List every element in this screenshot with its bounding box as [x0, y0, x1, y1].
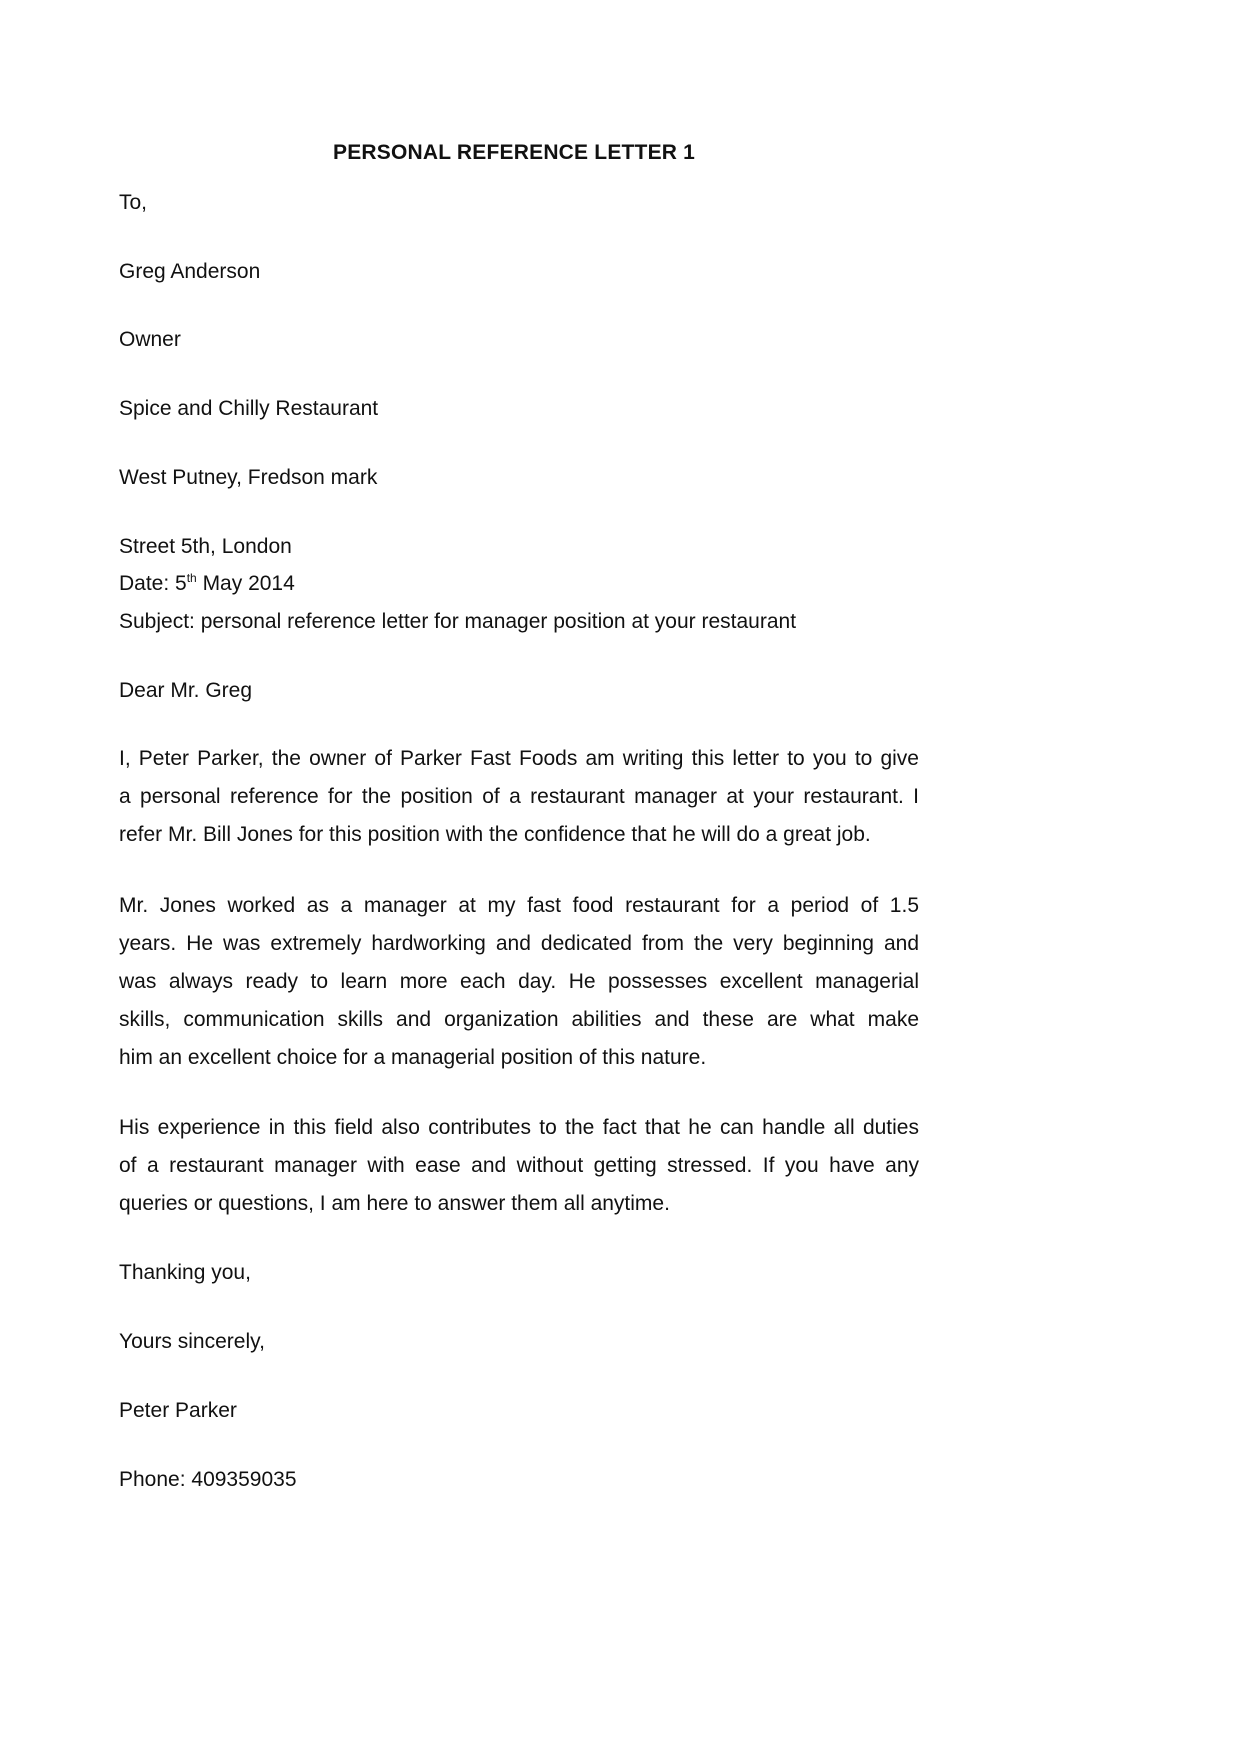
- closing-sincerely: Yours sincerely,: [119, 1330, 265, 1353]
- paragraph-3: [119, 1109, 919, 1223]
- paragraph-3-line: queries or questions, I am here to answer them all anytime.: [119, 1192, 670, 1215]
- paragraph-1-line: refer Mr. Bill Jones for this position with the confidence that he will do a great job.: [119, 823, 871, 846]
- recipient-title: Owner: [119, 328, 181, 351]
- paragraph-2-line: years. He was extremely hardworking and dedicated from the very beginning and: [119, 932, 919, 955]
- date-superscript: th: [186, 571, 197, 585]
- paragraph-2-line: him an excellent choice for a managerial position of this nature.: [119, 1046, 707, 1069]
- address-line-1: West Putney, Fredson mark: [119, 466, 378, 489]
- paragraph-3-line: His experience in this field also contributes to the fact that he can handle all duties: [119, 1116, 919, 1139]
- phone-number: Phone: 409359035: [119, 1468, 297, 1491]
- paragraph-3-line: of a restaurant manager with ease and without getting stressed. If you have any: [119, 1154, 919, 1177]
- closing-thanks: Thanking you,: [119, 1261, 251, 1284]
- date-suffix: May 2014: [196, 572, 295, 595]
- paragraph-2-line: skills, communication skills and organization abilities and these are what make: [119, 1008, 919, 1031]
- paragraph-2-line: was always ready to learn more each day. He possesses excellent managerial: [119, 970, 919, 993]
- address-line-2: Street 5th, London: [119, 535, 292, 558]
- letter-title: PERSONAL REFERENCE LETTER 1: [333, 141, 696, 164]
- paragraph-1-line: I, Peter Parker, the owner of Parker Fast Foods am writing this letter to you to give: [119, 747, 919, 770]
- recipient-company: Spice and Chilly Restaurant: [119, 397, 379, 420]
- salutation-to: To,: [119, 191, 148, 214]
- paragraph-1-line: a personal reference for the position of a restaurant manager at your restaurant. I: [119, 785, 919, 808]
- paragraph-2-line: Mr. Jones worked as a manager at my fast food restaurant for a period of 1.5: [119, 894, 919, 917]
- date-prefix: Date: 5: [119, 572, 187, 595]
- letter-date: [119, 573, 295, 594]
- letter-subject: Subject: personal reference letter for manager position at your restaurant: [119, 610, 797, 633]
- signature-name: Peter Parker: [119, 1399, 237, 1422]
- paragraph-1: [119, 740, 919, 854]
- paragraph-2: [119, 887, 919, 1077]
- recipient-name: Greg Anderson: [119, 260, 261, 283]
- letter-greeting: Dear Mr. Greg: [119, 679, 253, 702]
